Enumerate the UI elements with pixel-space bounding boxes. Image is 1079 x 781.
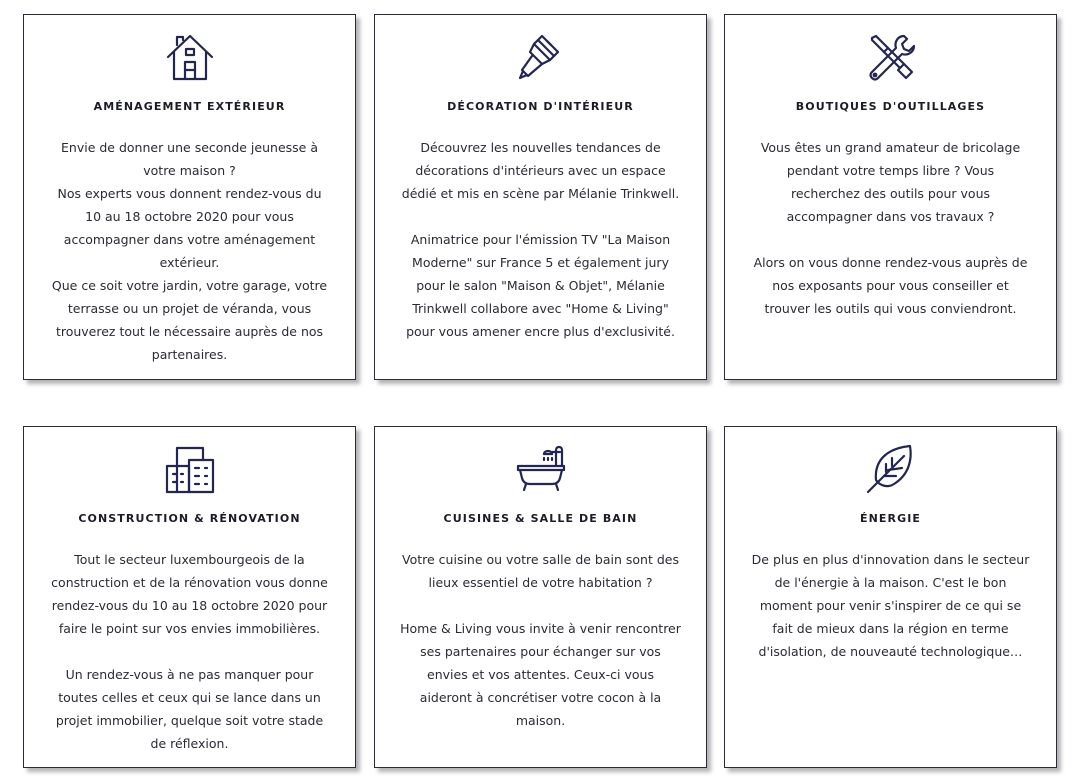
card-title: AMÉNAGEMENT EXTÉRIEUR	[93, 100, 286, 113]
card-text-line: partenaires.	[151, 347, 228, 362]
card-text-line: Home & Living vous invite à venir rencontrer	[400, 621, 681, 636]
paintbrush-icon	[513, 29, 569, 85]
card-decoration-interieur	[374, 14, 707, 380]
card-cuisines-salle-de-bain	[374, 426, 707, 768]
card-construction-renovation	[23, 426, 356, 768]
card-text-line: Que ce soit votre jardin, votre garage, votre	[51, 278, 328, 293]
card-amenagement-exterieur	[23, 14, 356, 380]
card-text-line: trouverez tout le nécessaire auprès de nos	[55, 324, 324, 339]
card-text-line: ses partenaires pour échanger sur vos	[420, 644, 661, 659]
card-text-line: Envie de donner une seconde jeunesse à	[61, 140, 318, 155]
card-text-line: recherchez des outils pour vous	[790, 186, 991, 201]
card-text-line: terrasse ou un projet de véranda, vous	[67, 301, 312, 316]
card-text-line: moment pour venir s'inspirer de ce qui se	[759, 598, 1022, 613]
card-text-spacer	[739, 228, 1042, 251]
card-energie	[724, 426, 1057, 768]
card-text-line: accompagner dans votre aménagement	[63, 232, 316, 247]
card-text-line: pendant votre temps libre ? Vous	[786, 163, 995, 178]
card-text-line: nos exposants pour vous conseiller et	[772, 278, 1009, 293]
card-text-line: 10 au 18 octobre 2020 pour vous	[85, 209, 294, 224]
card-text-line: accompagner dans vos travaux ?	[786, 209, 995, 224]
card-body	[739, 548, 1042, 663]
card-text-line: Moderne" sur France 5 et également jury	[412, 255, 669, 270]
card-text-line: envies et vos attentes. Ceux-ci vous	[427, 667, 654, 682]
card-body	[38, 136, 341, 366]
card-body	[739, 136, 1042, 320]
card-text-line: trouver les outils qui vous conviendront.	[764, 301, 1017, 316]
card-text-line: dédié et mis en scène par Mélanie Trinkwell.	[401, 186, 680, 201]
tools-icon	[863, 29, 919, 85]
card-text-line: de réflexion.	[150, 736, 229, 751]
card-text-line: votre maison ?	[143, 163, 236, 178]
card-text-line: Animatrice pour l'émission TV "La Maison	[410, 232, 671, 247]
card-text-line: extérieur.	[159, 255, 220, 270]
card-text-line: projet immobilier, quelque soit votre stade	[55, 713, 324, 728]
card-text-line: De plus en plus d'innovation dans le secteur	[751, 552, 1030, 567]
card-text-line: rendez-vous du 10 au 18 octobre 2020 pour	[51, 598, 328, 613]
card-text-line: pour vous amener encre plus d'exclusivité.	[406, 324, 675, 339]
card-text-spacer	[389, 594, 692, 617]
house-icon	[162, 29, 218, 85]
card-text-line: aideront à concrétiser votre cocon à la	[419, 690, 662, 705]
card-text-line: d'isolation, de nouveauté technologique…	[758, 644, 1023, 659]
card-text-line: toutes celles et ceux qui se lance dans un	[58, 690, 321, 705]
card-title: ÉNERGIE	[859, 512, 922, 525]
card-title: BOUTIQUES D'OUTILLAGES	[795, 100, 986, 113]
card-body	[38, 548, 341, 755]
card-boutiques-outillages	[724, 14, 1057, 380]
card-text-line: faire le point sur vos envies immobilières.	[58, 621, 321, 636]
card-text-line: construction et de la rénovation vous donne	[51, 575, 328, 590]
buildings-icon	[162, 441, 218, 497]
card-text-line: Vous êtes un grand amateur de bricolage	[760, 140, 1021, 155]
leaf-icon	[863, 441, 919, 497]
card-text-line: Votre cuisine ou votre salle de bain sont des	[402, 552, 679, 567]
card-text-line: Un rendez-vous à ne pas manquer pour	[65, 667, 314, 682]
card-text-line: lieux essentiel de votre habitation ?	[428, 575, 653, 590]
card-text-line: décorations d'intérieurs avec un espace	[415, 163, 666, 178]
card-text-line: Découvrez les nouvelles tendances de	[420, 140, 661, 155]
card-text-line: fait de mieux dans la région en terme	[772, 621, 1009, 636]
card-body	[389, 548, 692, 732]
card-text-line: de l'énergie à la maison. C'est le bon	[774, 575, 1007, 590]
card-text-line: pour le salon "Maison & Objet", Mélanie	[416, 278, 665, 293]
card-text-spacer	[38, 640, 341, 663]
card-title: CUISINES & SALLE DE BAIN	[443, 512, 638, 525]
card-text-line: maison.	[515, 713, 566, 728]
bathtub-icon	[513, 441, 569, 497]
card-text-line: Alors on vous donne rendez-vous auprès de	[753, 255, 1028, 270]
card-body	[389, 136, 692, 343]
card-text-spacer	[389, 205, 692, 228]
card-title: DÉCORATION D'INTÉRIEUR	[447, 100, 634, 113]
card-text-line: Nos experts vous donnent rendez-vous du	[57, 186, 322, 201]
card-title: CONSTRUCTION & RÉNOVATION	[78, 512, 301, 525]
card-text-line: Tout le secteur luxembourgeois de la	[74, 552, 305, 567]
card-text-line: Trinkwell collabore avec "Home & Living"	[412, 301, 669, 316]
